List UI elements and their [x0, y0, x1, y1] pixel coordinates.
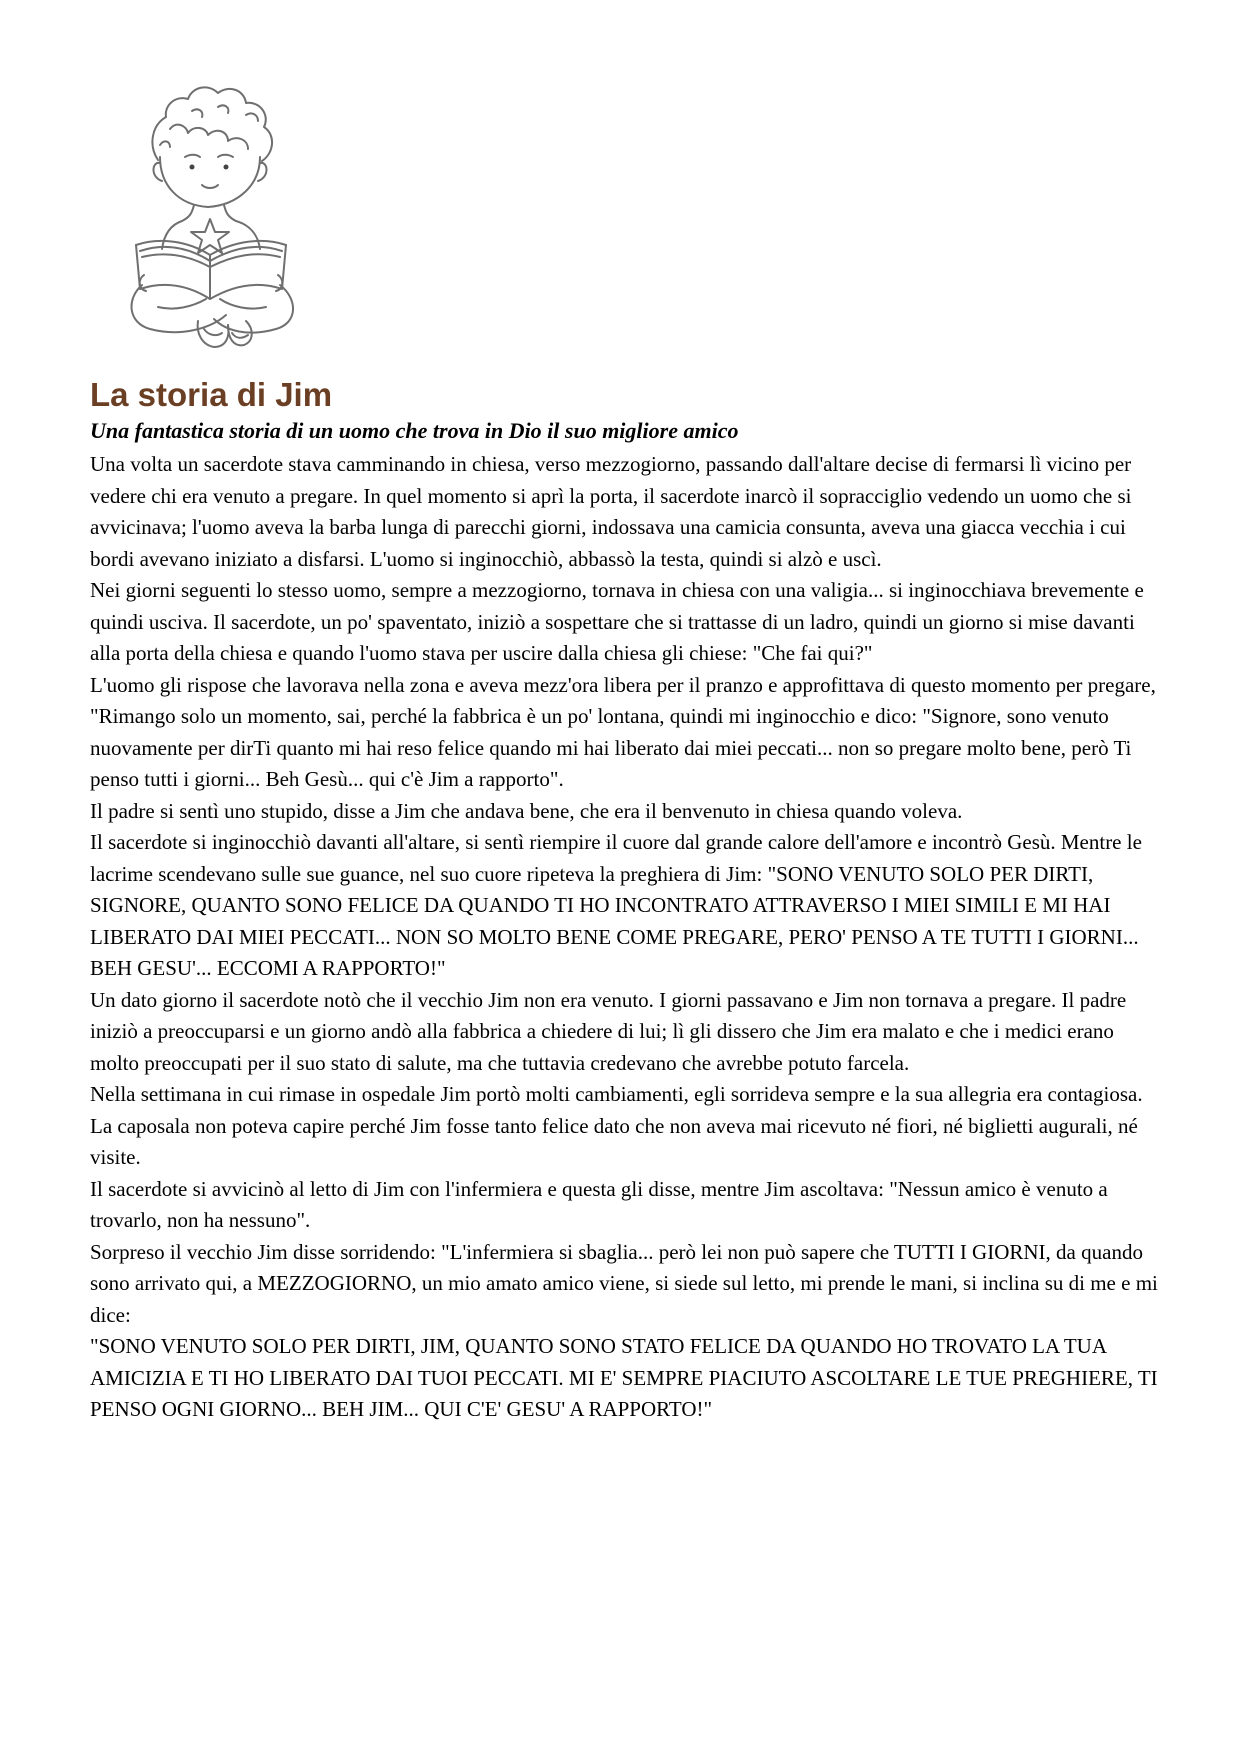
story-body: [90, 449, 1165, 1426]
story-paragraph: Sorpreso il vecchio Jim disse sorridendo: "L'infermiera si sbaglia... però lei non può sapere che TUTTI I GIORNI, da quando sono arrivato qui, a MEZZOGIORNO, un mio amato amico viene, si siede sul letto, mi prende le mani, si inclina su di me e mi dice:: [90, 1239, 1158, 1327]
story-paragraph: Il padre si sentì uno stupido, disse a Jim che andava bene, che era il benvenuto in chiesa quando voleva.: [90, 798, 963, 823]
story-paragraph: Nei giorni seguenti lo stesso uomo, sempre a mezzogiorno, tornava in chiesa con una valigia... si inginocchiava brevemente e quindi usciva. Il sacerdote, un po' spaventato, iniziò a sospettare che si trattasse di un ladro, quindi un giorno si mise davanti alla porta della chiesa e quando l'uomo stava per uscire dalla chiesa gli chiese: "Che fai qui?": [90, 578, 1144, 665]
story-paragraph: L'uomo gli rispose che lavorava nella zona e aveva mezz'ora libera per il pranzo e approfittava di questo momento per pregare, "Rimango solo un momento, sai, perché la fabbrica è un po' lontana, quindi mi inginocchio e dico: "Signore, sono venuto nuovamente per dirTi quanto mi hai reso felice quando mi hai liberato dai miei peccati... non so pregare molto bene, però Ti penso tutti i giorni... Beh Gesù... qui c'è Jim a rapporto".: [90, 672, 1156, 791]
story-paragraph: Una volta un sacerdote stava camminando in chiesa, verso mezzogiorno, passando dall'altare decise di fermarsi lì vicino per vedere chi era venuto a pregare. In quel momento si aprì la porta, il sacerdote inarcò il sopracciglio vedendo un uomo che si avvicinava; l'uomo aveva la barba lunga di parecchi giorni, indossava una camicia consunta, aveva una giacca vecchia i cui bordi avevano iniziato a disfarsi. L'uomo si inginocchiò, abbassò la testa, quindi si alzò e uscì.: [90, 452, 1132, 571]
story-paragraph: Un dato giorno il sacerdote notò che il vecchio Jim non era venuto. I giorni passavano e Jim non tornava a pregare. Il padre iniziò a preoccuparsi e un giorno andò alla fabbrica a chiedere di lui; lì gli dissero che Jim era malato e che i medici erano molto preoccupati per il suo stato di salute, ma che tuttavia credevano che avrebbe potuto farcela.: [90, 987, 1127, 1075]
story-paragraph: Nella settimana in cui rimase in ospedale Jim portò molti cambiamenti, egli sorrideva sempre e la sua allegria era contagiosa. La caposala non poteva capire perché Jim fosse tanto felice dato che non aveva mai ricevuto né fiori, né biglietti augurali, né visite.: [90, 1082, 1143, 1169]
story-paragraph: Il sacerdote si avvicinò al letto di Jim con l'infermiera e questa gli disse, mentre Jim ascoltava: "Nessun amico è venuto a trovarlo, non ha nessuno".: [90, 1176, 1108, 1232]
story-paragraph: Il sacerdote si inginocchiò davanti all'altare, si sentì riempire il cuore dal grande calore dell'amore e incontrò Gesù. Mentre le lacrime scendevano sulle sue guance, nel suo cuore ripeteva la preghiera di Jim: "SONO VENUTO SOLO PER DIRTI, SIGNORE, QUANTO SONO FELICE DA QUANDO TI HO INCONTRATO ATTRAVERSO I MIEI SIMILI E MI HAI LIBERATO DAI MIEI PECCATI... NON SO MOLTO BENE COME PREGARE, PERO' PENSO A TE TUTTI I GIORNI... BEH GESU'... ECCOMI A RAPPORTO!": [90, 830, 1142, 980]
page-title: La storia di Jim: [90, 376, 333, 413]
child-reading-book-icon: [130, 85, 355, 360]
page-subtitle: Una fantastica storia di un uomo che trova in Dio il suo migliore amico: [90, 418, 739, 443]
story-paragraph: "SONO VENUTO SOLO PER DIRTI, JIM, QUANTO SONO STATO FELICE DA QUANDO HO TROVATO LA TUA AMICIZIA E TI HO LIBERATO DAI TUOI PECCATI. MI E' SEMPRE PIACIUTO ASCOLTARE LE TUE PREGHIERE, TI PENSO OGNI GIORNO... BEH JIM... QUI C'E' GESU' A RAPPORTO!": [90, 1334, 1158, 1421]
story-document: [90, 375, 1165, 1426]
